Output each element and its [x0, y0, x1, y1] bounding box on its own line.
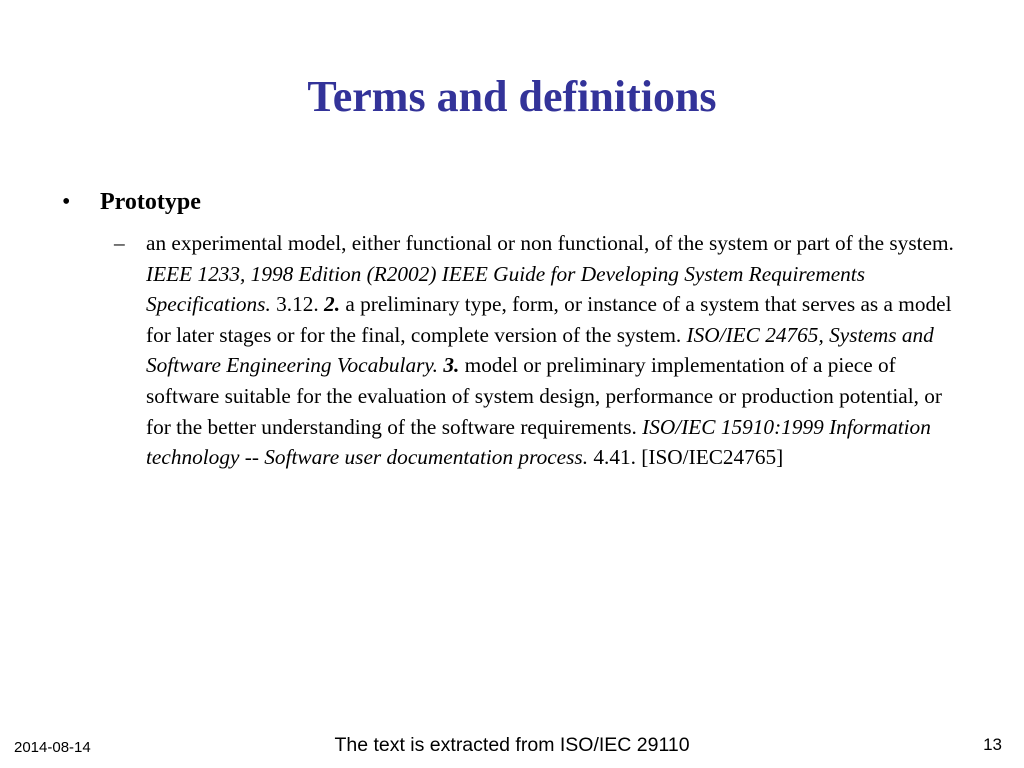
definition-segment: model or preliminary implementation of a piece of software suitable for the evaluation of system design, performance or production potential, or for the better understanding of the software requirements.: [146, 353, 943, 439]
definition-number: 3.: [443, 353, 460, 378]
definition-number: 2.: [324, 292, 341, 317]
page-number: 13: [983, 735, 1002, 754]
definition-segment: 4.41. [ISO/IEC24765]: [588, 445, 784, 470]
definition-segment: 3.12.: [270, 292, 325, 317]
reference-iso-24765: ISO/IEC 24765, Systems and Software Engineering Vocabulary.: [146, 322, 934, 378]
sub-bullet-marker: –: [114, 231, 125, 255]
definition-segment: a preliminary type, form, or instance of a system that serves as a model for later stages or for the final, complete version of the system.: [146, 292, 952, 347]
reference-iso-15910: ISO/IEC 15910:1999 Information technology -- Software user documentation process.: [146, 414, 931, 470]
bullet-marker: •: [62, 189, 71, 215]
definition-segment: an experimental model, either functional or non functional, of the system or part of the system.: [146, 231, 954, 255]
footer-date: 2014-08-14: [14, 739, 91, 756]
definition-text: [146, 228, 970, 473]
reference-ieee-1233: IEEE 1233, 1998 Edition (R2002) IEEE Guide for Developing System Requirements Specifications.: [146, 261, 865, 317]
slide-title: Terms and definitions: [307, 72, 717, 121]
bullet-term: Prototype: [100, 189, 201, 215]
footer-source-note: The text is extracted from ISO/IEC 29110: [334, 734, 690, 756]
